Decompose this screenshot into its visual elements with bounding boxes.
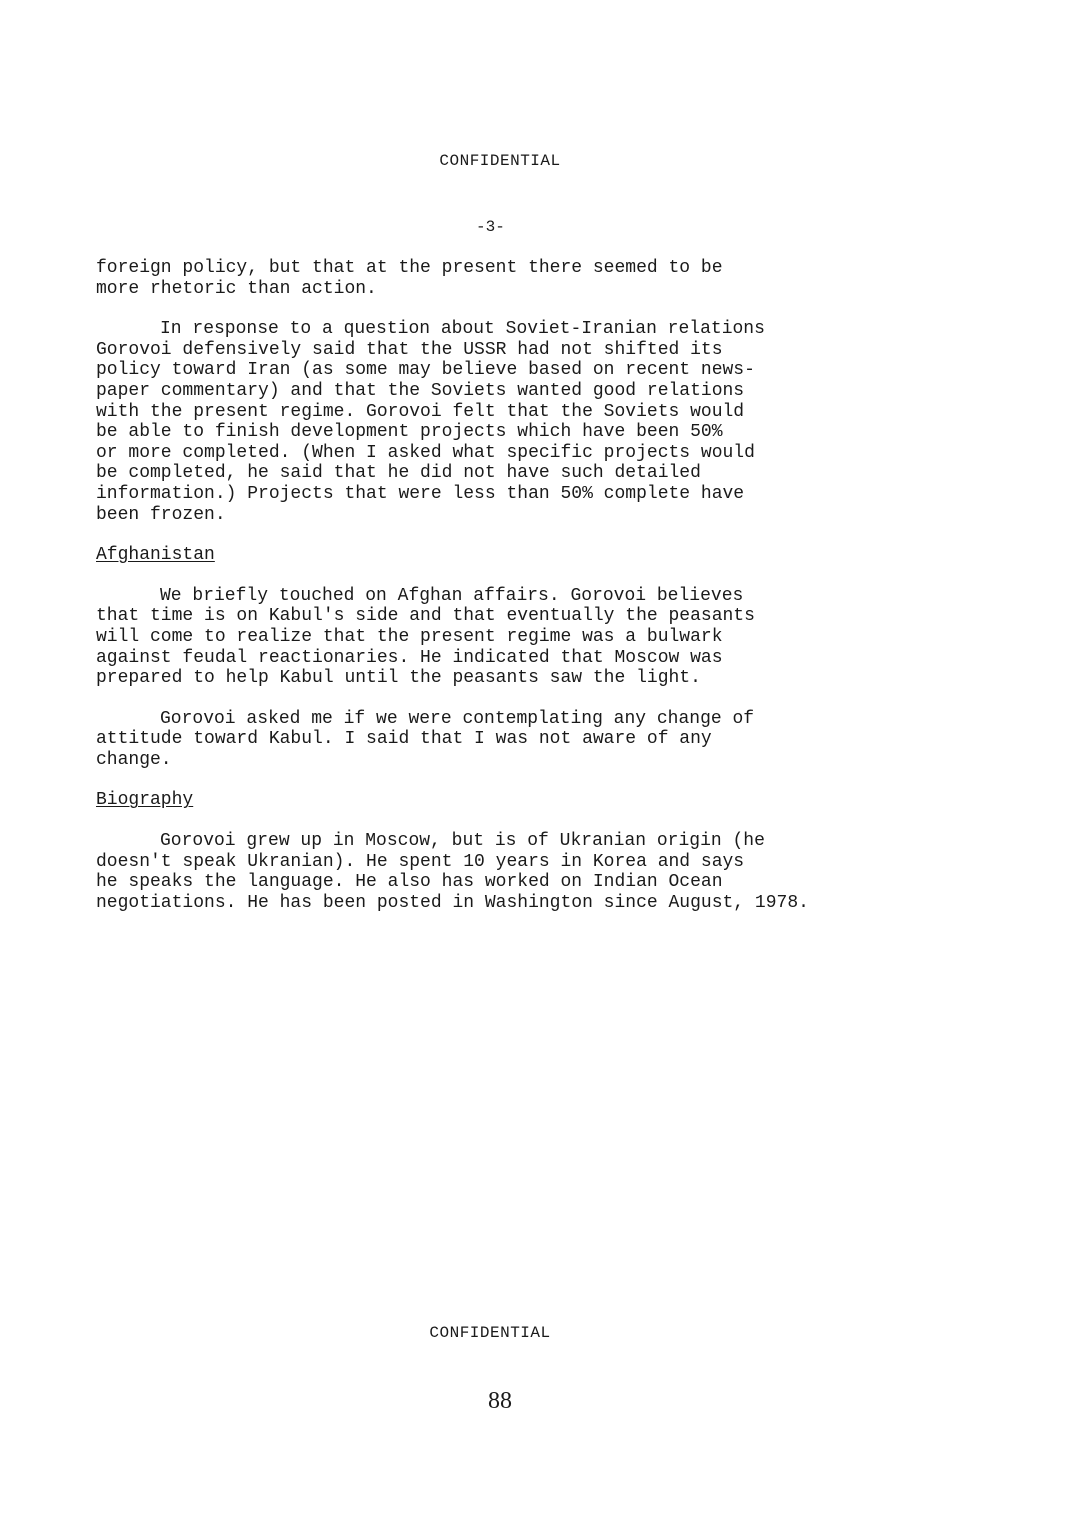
paragraph-soviet-iranian-relations: In response to a question about Soviet-Iranian relations Gorovoi defensively said that the USSR had not shifted its policy toward Iran (as some may believe based on recent news- paper commentary) and that the Soviets wanted good relations with the present regime. Gorovoi felt that the Soviets would be able to finish development projects which have been 50% or more completed. (When I asked what specific projects would be completed, he said that he did not have such detailed information.) Projects that were less than 50% complete have been frozen. <box>96 319 765 525</box>
section-heading-afghanistan: Afghanistan <box>96 545 215 566</box>
section-heading-biography: Biography <box>96 790 194 811</box>
document-body <box>96 258 896 913</box>
page-number: 88 <box>488 1388 512 1414</box>
paragraph-kabul-attitude: Gorovoi asked me if we were contemplating any change of attitude toward Kabul. I said that I was not aware of any change. <box>96 708 755 770</box>
paragraph-continuation: foreign policy, but that at the present there seemed to be more rhetoric than action. <box>96 258 723 299</box>
paragraph-afghan-affairs: We briefly touched on Afghan affairs. Gorovoi believes that time is on Kabul's side and that eventually the peasants will come to realize that the present regime was a bulwark against feudal reactionaries. He indicated that Moscow was prepared to help Kabul until the peasants saw the light. <box>96 585 755 689</box>
paragraph-biography: Gorovoi grew up in Moscow, but is of Ukranian origin (he doesn't speak Ukranian). He spent 10 years in Korea and says he speaks the language. He also has worked on Indian Ocean negotiations. He has been posted in Washington since August, 1978. <box>96 831 809 913</box>
classification-footer: CONFIDENTIAL <box>429 1324 551 1342</box>
page-marker: -3- <box>476 218 505 236</box>
classification-header: CONFIDENTIAL <box>439 152 561 170</box>
